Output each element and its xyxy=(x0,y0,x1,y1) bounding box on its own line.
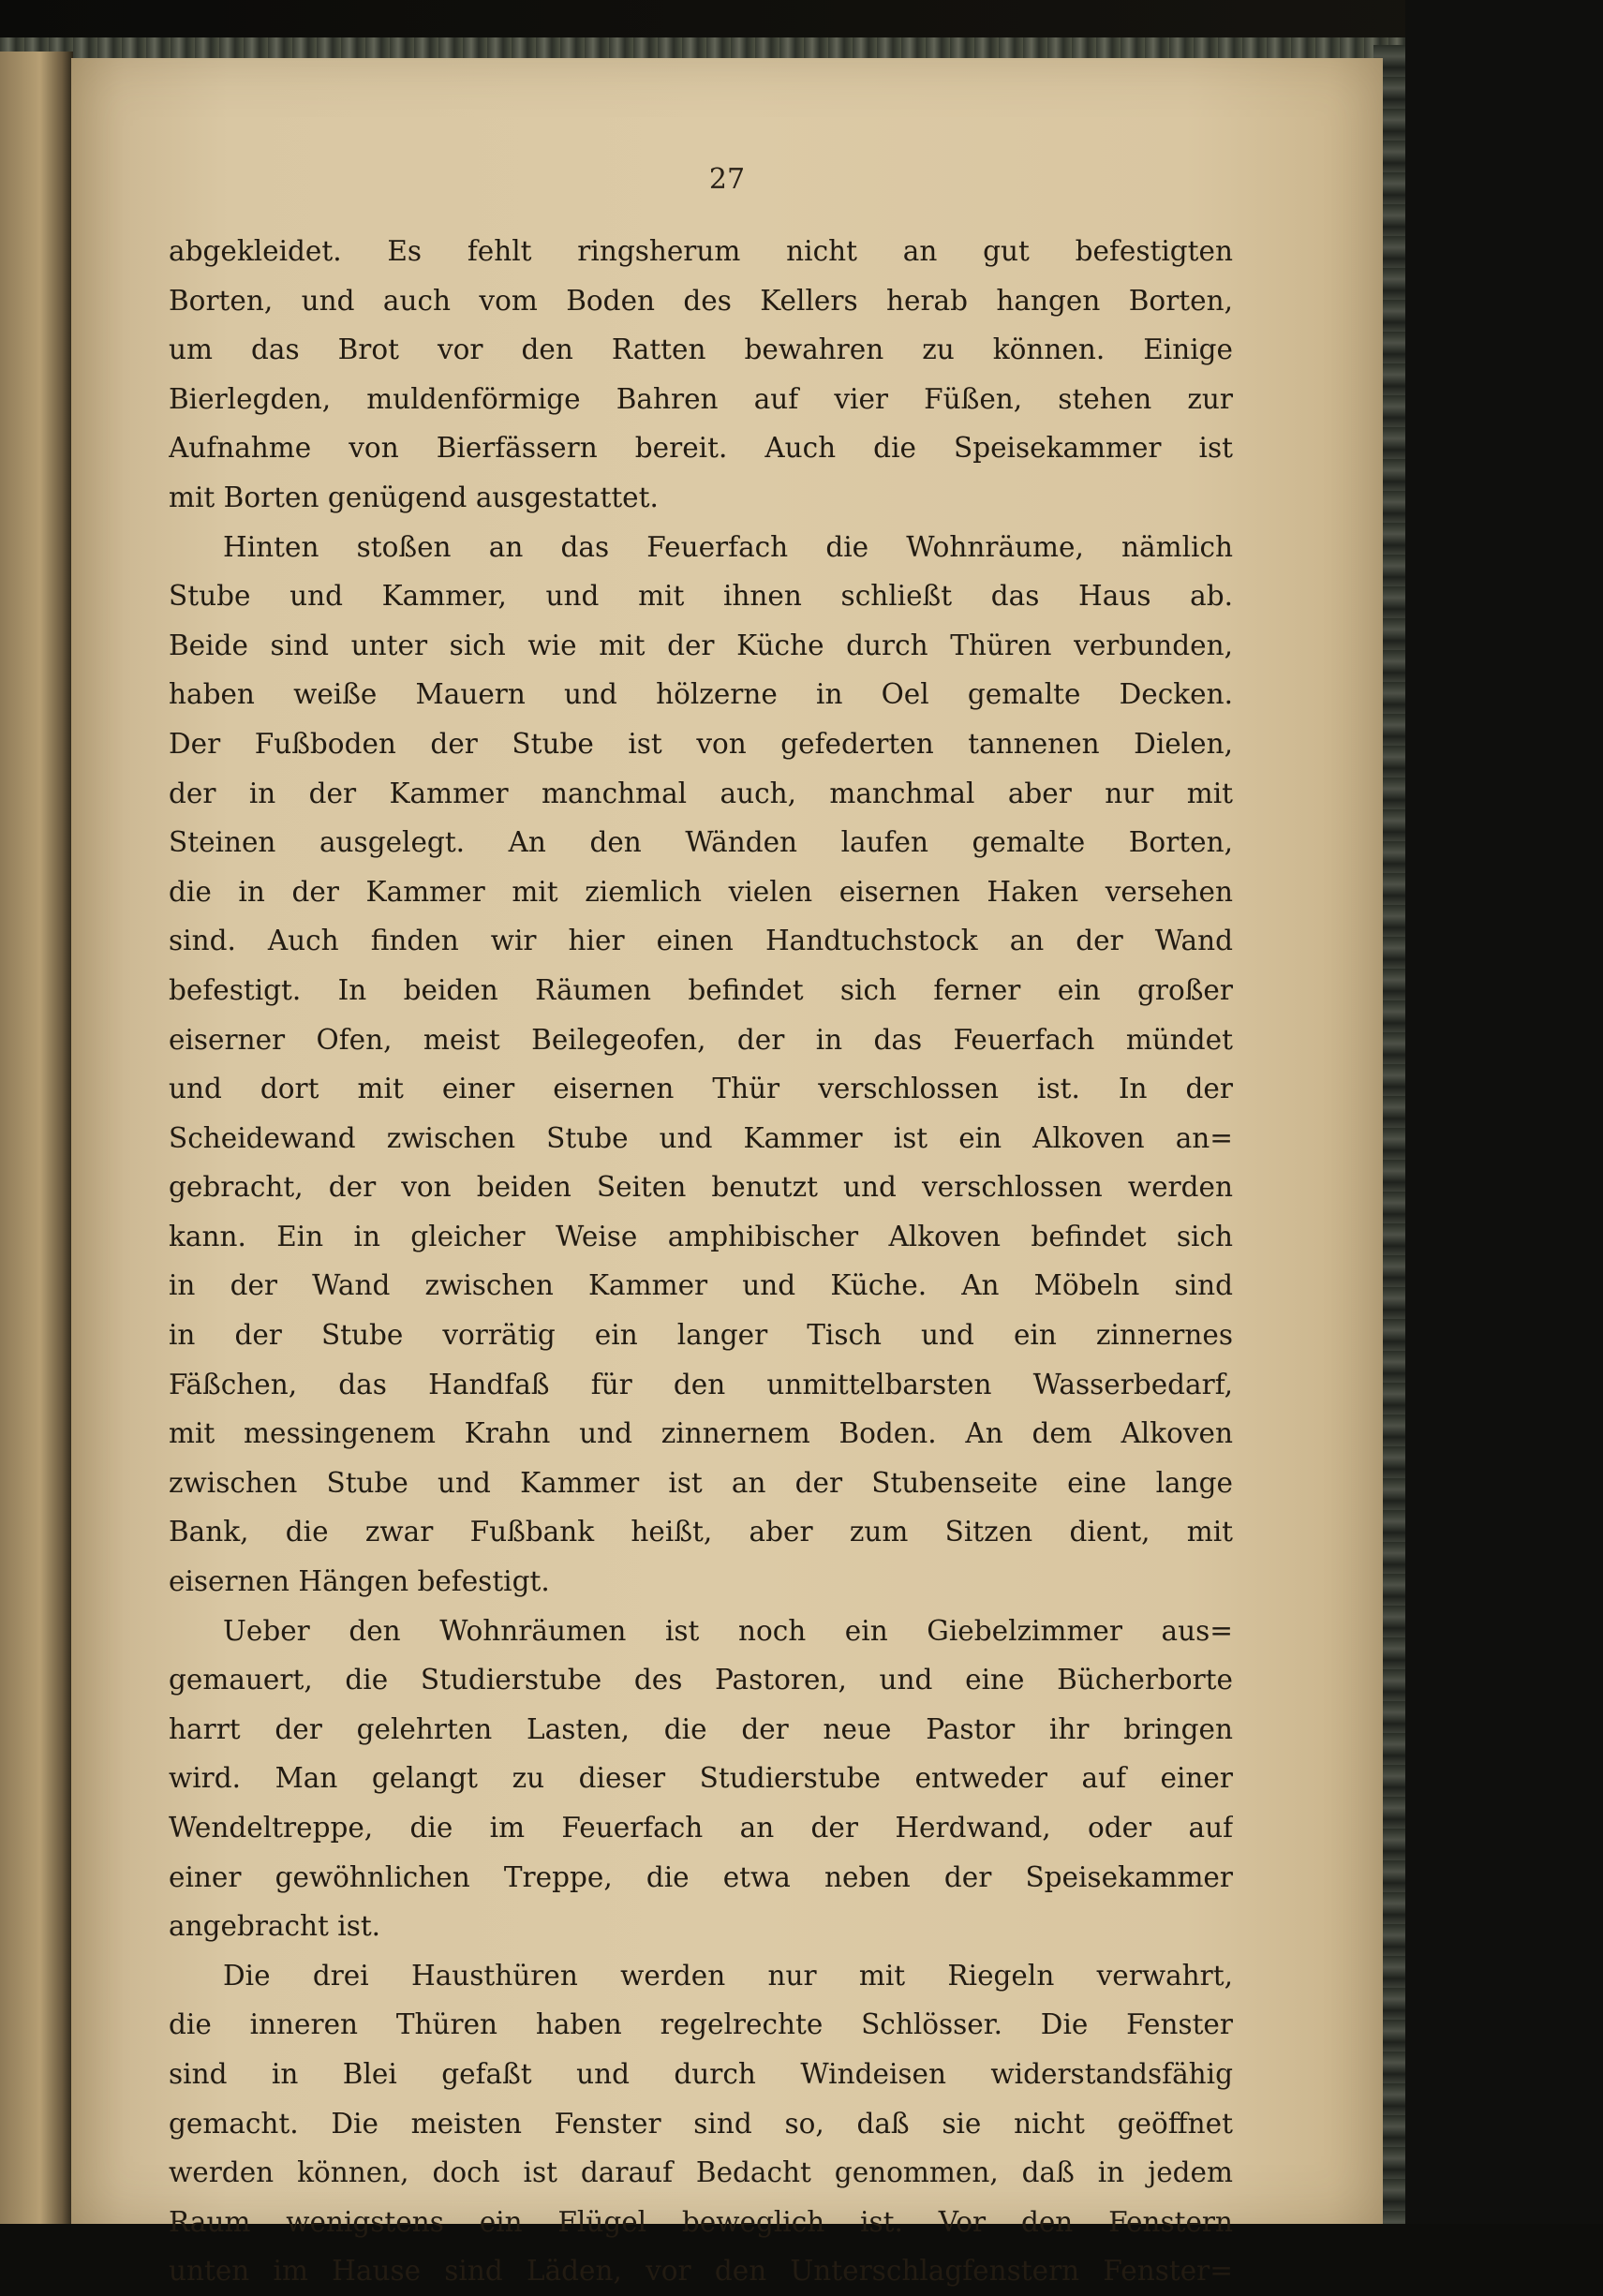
text-line: Fäßchen, das Handfaß für den unmittelbarsten Wasserbedarf, xyxy=(169,1368,1233,1400)
text-line: Steinen ausgelegt. An den Wänden laufen gemalte Borten, xyxy=(169,826,1233,859)
text-line: zwischen Stube und Kammer ist an der Stubenseite eine lange xyxy=(169,1466,1233,1499)
text-line: die inneren Thüren haben regelrechte Schlösser. Die Fenster xyxy=(169,2008,1233,2041)
page-number: 27 xyxy=(708,163,746,196)
text-line: in der Wand zwischen Kammer und Küche. An Möbeln sind xyxy=(169,1269,1233,1302)
text-line: abgekleidet. Es fehlt ringsherum nicht an gut befestigten xyxy=(169,235,1233,267)
text-line: Raum wenigstens ein Flügel beweglich ist. Vor den Fenstern xyxy=(169,2205,1233,2238)
body-text xyxy=(169,227,1233,2296)
text-line: gemacht. Die meisten Fenster sind so, daß sie nicht geöffnet xyxy=(169,2107,1233,2140)
text-line: Bierlegden, muldenförmige Bahren auf vier Füßen, stehen zur xyxy=(169,382,1233,415)
text-line: Beide sind unter sich wie mit der Küche durch Thüren verbunden, xyxy=(169,629,1233,661)
text-line: werden können, doch ist darauf Bedacht genommen, daß in jedem xyxy=(169,2156,1233,2189)
text-line: angebracht ist. xyxy=(169,1910,381,1943)
text-line: Wendeltreppe, die im Feuerfach an der Herdwand, oder auf xyxy=(169,1812,1233,1844)
text-line: Ueber den Wohnräumen ist noch ein Giebelzimmer aus= xyxy=(223,1614,1233,1647)
text-line: Bank, die zwar Fußbank heißt, aber zum Sitzen dient, mit xyxy=(169,1516,1233,1548)
text-line: sind in Blei gefaßt und durch Windeisen widerstandsfähig xyxy=(169,2057,1233,2090)
text-line: einer gewöhnlichen Treppe, die etwa neben der Speisekammer xyxy=(169,1860,1233,1893)
text-line: harrt der gelehrten Lasten, die der neue Pastor ihr bringen xyxy=(169,1712,1233,1745)
text-line: mit messingenem Krahn und zinnernem Boden. An dem Alkoven xyxy=(169,1417,1233,1450)
text-line: Die drei Hausthüren werden nur mit Riegeln verwahrt, xyxy=(223,1959,1233,1992)
text-line: in der Stube vorrätig ein langer Tisch und ein zinnernes xyxy=(169,1319,1233,1352)
text-line: Borten, und auch vom Boden des Kellers herab hangen Borten, xyxy=(169,284,1233,317)
text-line: um das Brot vor den Ratten bewahren zu können. Einige xyxy=(169,333,1233,366)
text-line: eiserner Ofen, meist Beilegeofen, der in das Feuerfach mündet xyxy=(169,1023,1233,1056)
text-line: befestigt. In beiden Räumen befindet sich ferner ein großer xyxy=(169,973,1233,1006)
text-line: kann. Ein in gleicher Weise amphibischer Alkoven befindet sich xyxy=(169,1220,1233,1252)
text-line: Scheidewand zwischen Stube und Kammer ist ein Alkoven an= xyxy=(169,1121,1233,1154)
facing-page-edge xyxy=(0,52,73,2224)
text-line: gemauert, die Studierstube des Pastoren, und eine Bücherborte xyxy=(169,1664,1233,1696)
text-line: Der Fußboden der Stube ist von gefederten tannenen Dielen, xyxy=(169,727,1233,760)
text-line: Aufnahme von Bierfässern bereit. Auch die Speisekammer ist xyxy=(169,432,1233,465)
scan-margin xyxy=(1405,0,1603,2224)
text-line: sind. Auch finden wir hier einen Handtuchstock an der Wand xyxy=(169,925,1233,957)
text-line: Hinten stoßen an das Feuerfach die Wohnräume, nämlich xyxy=(223,530,1233,563)
text-line: eisernen Hängen befestigt. xyxy=(169,1565,550,1598)
text-line: unten im Hause sind Läden, vor den Unterschlagfenstern Fenster= xyxy=(169,2255,1233,2288)
text-line: und dort mit einer eisernen Thür verschlossen ist. In der xyxy=(169,1073,1233,1105)
text-line: Stube und Kammer, und mit ihnen schließt das Haus ab. xyxy=(169,580,1233,613)
text-line: wird. Man gelangt zu dieser Studierstube entweder auf einer xyxy=(169,1762,1233,1795)
text-line: die in der Kammer mit ziemlich vielen eisernen Haken versehen xyxy=(169,875,1233,908)
text-line: gebracht, der von beiden Seiten benutzt und verschlossen werden xyxy=(169,1171,1233,1204)
text-line: der in der Kammer manchmal auch, manchmal aber nur mit xyxy=(169,777,1233,809)
book-page xyxy=(71,58,1383,2288)
text-line: mit Borten genügend ausgestattet. xyxy=(169,481,659,513)
text-line: haben weiße Mauern und hölzerne in Oel gemalte Decken. xyxy=(169,678,1233,711)
